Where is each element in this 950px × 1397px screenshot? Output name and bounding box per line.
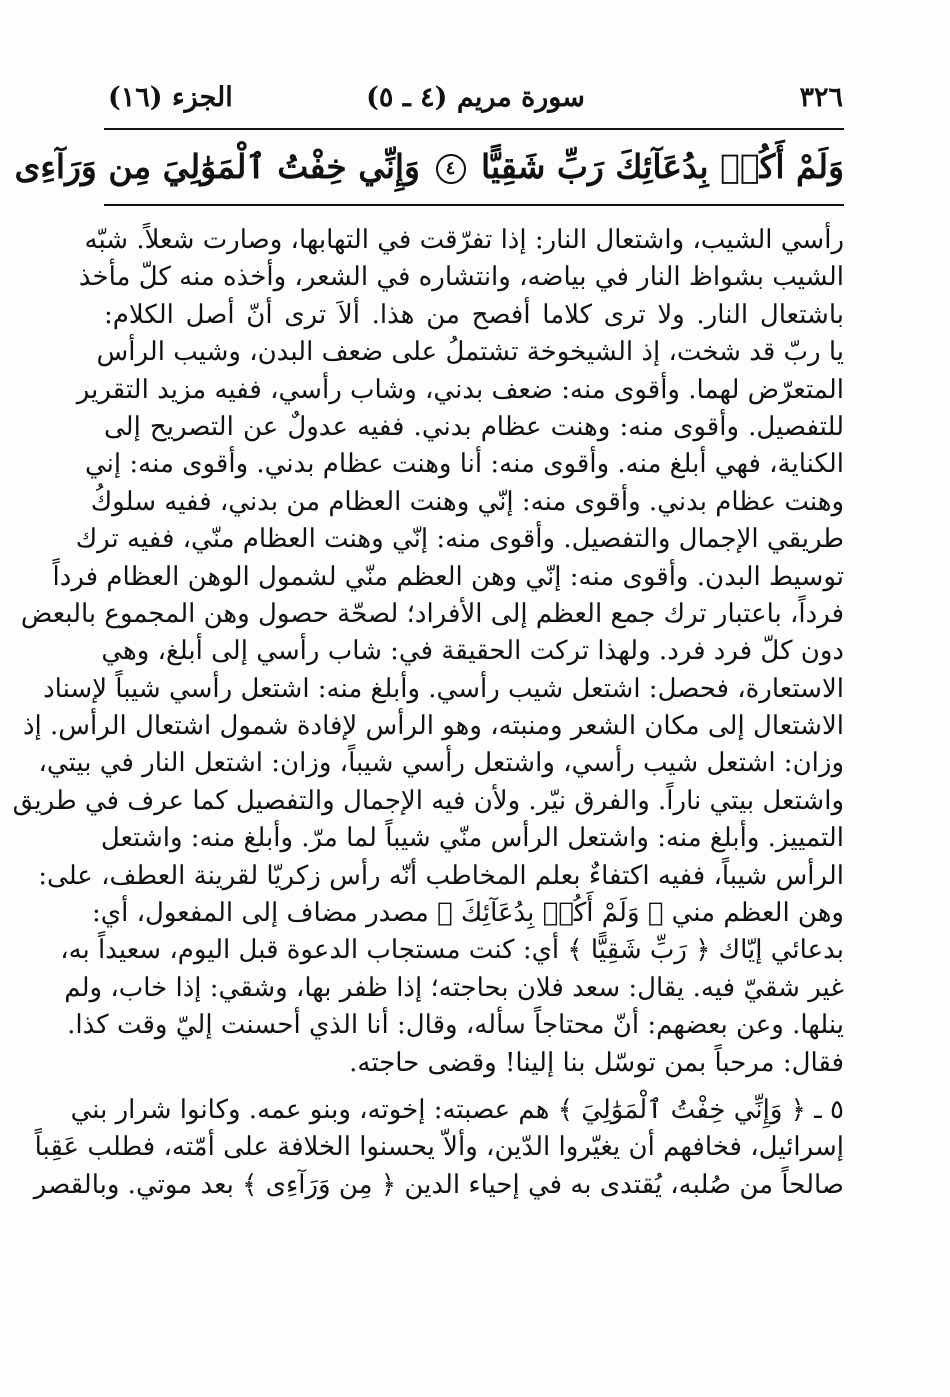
text-line: وزان: اشتعل شيب رأسي، واشتعل رأسي شيباً، وزان: اشتعل النار في بيتي، [38,748,844,779]
text-line: وهن العظم مني ﴿ وَلَمْ أَكُنۢ بِدُعَآئِكَ ﴾ مصدر مضاف إلى المفعول، أي: [91,898,844,929]
verse-rule [104,204,844,206]
part-label: الجزء (١٦) [108,82,233,113]
text-line: ٥ ـ ﴿ وَإِنِّي خِفْتُ ٱلْمَوَٰلِيَ ﴾ هم عصبته: إخوته، وبنو عمه. وكانوا شرار بني [70,1094,844,1125]
text-line: رأسي الشيب، واشتعال النار: إذا تفرّقت في التهابها، وصارت شعلاً. شبّه [84,225,844,255]
quran-verse [14,136,844,198]
surah-title: سورة مريم (٤ ـ ٥) [366,82,585,113]
text-line: الاشتعال إلى مكان الشعر ومنبته، وهو الرأس لإفادة شمول اشتعال الرأس. إذ [22,711,844,742]
text-line: فرداً، باعتبار ترك جمع العظم إلى الأفراد؛ لصحّة حصول وهن المجموع بالبعض [20,598,844,629]
text-line: طريقي الإجمال والتفصيل. وأقوى منه: إنّي وهنت العظام منّي، ففيه ترك [75,524,844,555]
text-line: الاستعارة، فحصل: اشتعل شيب رأسي. وأبلغ منه: اشتعل رأسي شيباً لإسناد [43,673,844,704]
paragraph-gap [104,1082,844,1092]
paragraph-2 [33,1092,844,1204]
text-line: فقال: مرحباً بمن توسّل بنا إلينا! وقضى حاجته. [349,1047,844,1078]
page-number: ٣٢٦ [799,82,843,113]
text-line: الكناية، فهي أبلغ منه. وأقوى منه: أنا وهنت عظام بدني. وأقوى منه: إني [85,449,844,480]
text-line: المتعرّض لهما. وأقوى منه: ضعف بدني، وشاب رأسي، ففيه مزيد التقرير [76,374,844,405]
paragraph-1 [12,222,844,1082]
text-line: باشتعال النار. ولا ترى كلاما أفصح من هذا. ألاَ ترى أنّ أصل الكلام: [104,299,844,330]
text-line: الرأس شيباً، ففيه اكتفاءٌ بعلم المخاطب أنّه رأس زكريّا لقرينة العطف، على: [38,860,844,891]
text-line: الشيب بشواظ النار في بياضه، وانتشاره في الشعر، وأخذه منه كلّ مأخذ [78,262,844,293]
text-line: إسرائيل، فخافهم أن يغيّروا الدّين، وألاّ يحسنوا الخلافة على أمّته، فطلب عَقِباً [34,1132,844,1163]
text-line: واشتعل بيتي ناراً. والفرق نيّر. ولأن فيه الإجمال والتفصيل كما عرف في طريق [12,785,844,816]
text-line: صالحاً من صُلبه، يُقتدى به في إحياء الدين ﴿ مِن وَرَآءِى ﴾ بعد موتي. وبالقصر [33,1169,844,1200]
text-line: يا ربّ قد شخت، إذ الشيخوخة تشتملُ على ضعف البدن، وشيب الرأس [96,337,844,368]
text-line: وهنت عظام بدني. وأقوى منه: إنّي وهنت العظام من بدني، ففيه سلوكُ [90,486,844,517]
verse-number-marker: ٤ [436,154,466,184]
text-line: ينلها. وعن بعضهم: أنّ محتاجاً سأله، وقال: أنا الذي أحسنت إليّ وقت كذا. [67,1010,844,1041]
verse-text-2: وَإِنِّي خِفْتُ ٱلْمَوَٰلِيَ مِن وَرَآءِى [14,147,420,186]
page-header [108,82,843,122]
text-line: التمييز. وأبلغ منه: واشتعل الرأس منّي شيباً لما مرّ. وأبلغ منه: واشتعل [100,823,844,854]
text-line: دون كلّ فرد فرد. ولهذا تركت الحقيقة في: شاب رأسي إلى أبلغ، وهي [101,636,844,667]
text-line: للتفصيل. وأقوى منه: وهنت عظام بدني. ففيه عدولٌ عن التصريح إلى [104,411,844,442]
verse-text-1: وَلَمْ أَكُنۢ بِدُعَآئِكَ رَبِّ شَقِيًّا [481,147,844,186]
text-line: بدعائي إيّاك ﴿ رَبِّ شَقِيًّا ﴾ أي: كنت مستجاب الدعوة قبل اليوم، سعيداً به، [60,935,844,966]
header-rule [104,128,844,130]
text-line: غير شقيّ فيه. يقال: سعد فلان بحاجته؛ إذا ظفر بها، وشقي: إذا خاب، ولم [64,972,844,1003]
text-line: توسيط البدن. وأقوى منه: إنّي وهن العظم منّي لشمول الوهن العظام فرداً [52,561,844,592]
commentary-body [12,222,844,1204]
